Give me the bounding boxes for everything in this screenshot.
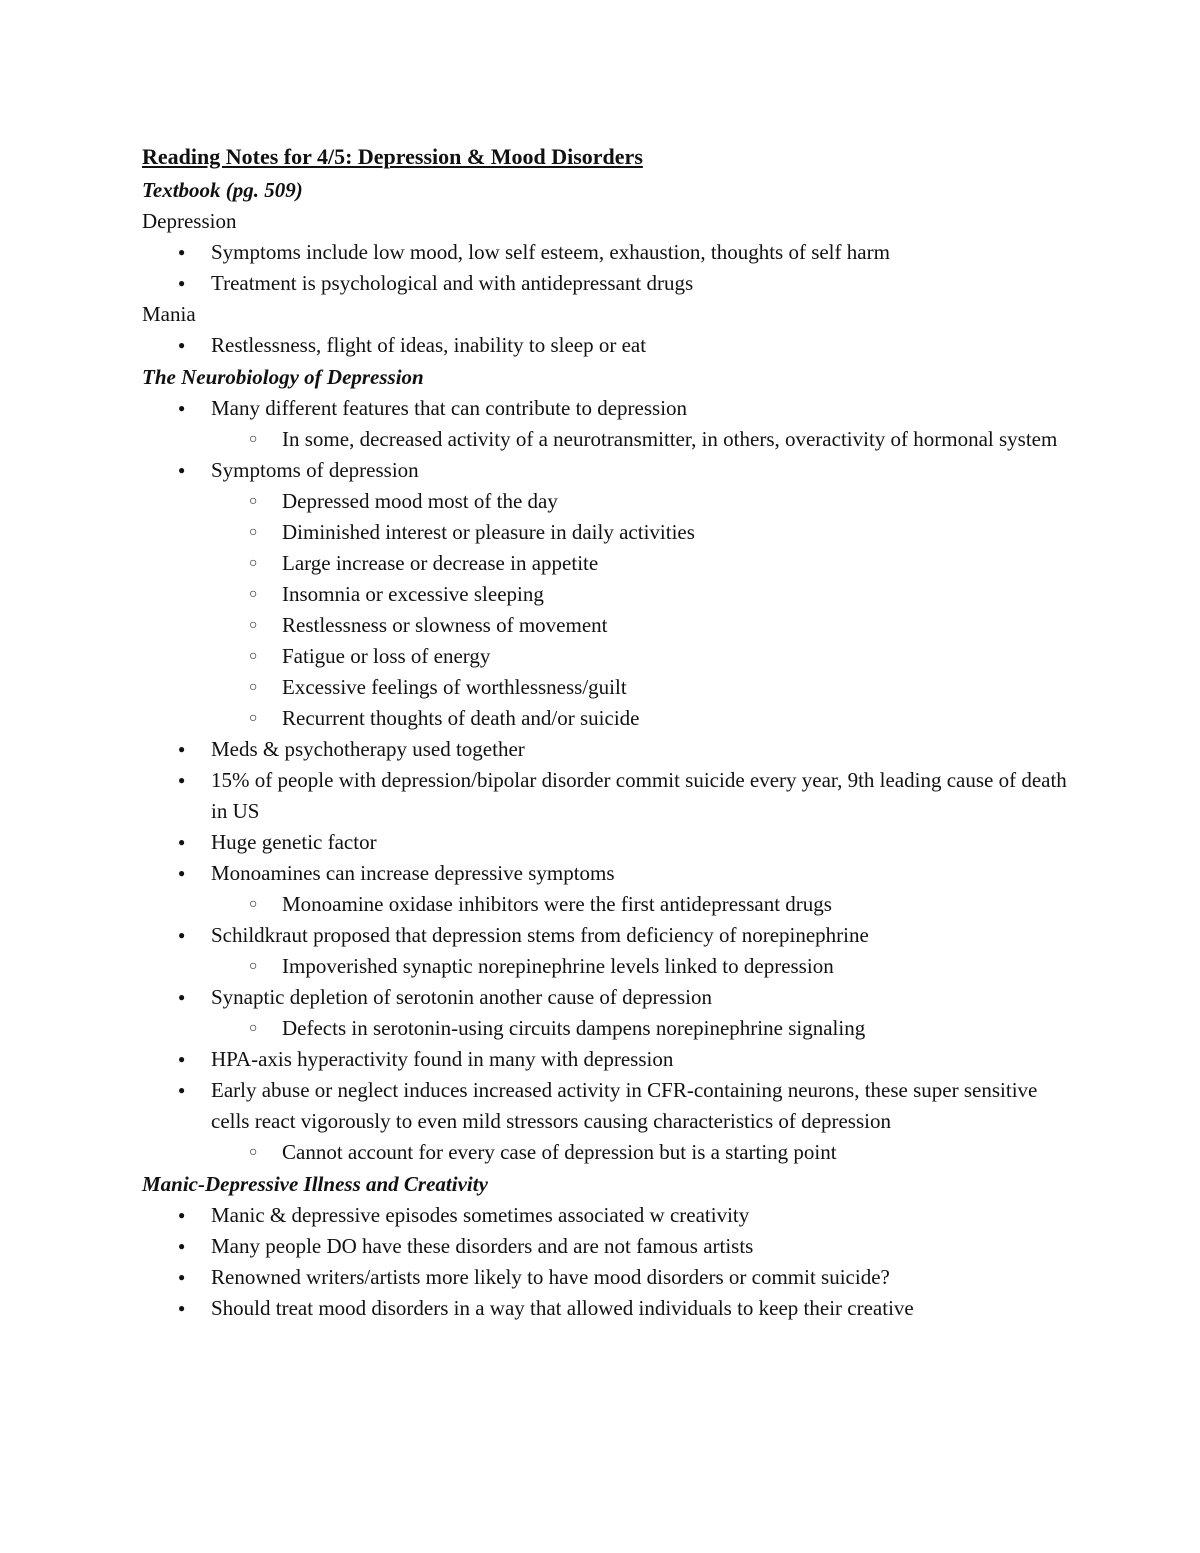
page-title: Reading Notes for 4/5: Depression & Mood Disorders <box>142 144 643 169</box>
sub-list-item: ○ Impoverished synaptic norepinephrine levels linked to depression <box>142 951 1072 982</box>
list-item: ● Restlessness, flight of ideas, inability to sleep or eat <box>142 330 1072 361</box>
list-item: ● Treatment is psychological and with antidepressant drugs <box>142 268 1072 299</box>
sub-list-item: ○ Defects in serotonin-using circuits dampens norepinephrine signaling <box>142 1013 1072 1044</box>
sub-list <box>142 951 1072 982</box>
sub-list-item: ○ Cannot account for every case of depression but is a starting point <box>142 1137 1072 1168</box>
sub-list <box>142 424 1072 455</box>
sub-list-item: ○ Insomnia or excessive sleeping <box>142 579 1072 610</box>
section-heading-neurobiology: The Neurobiology of Depression <box>142 365 424 389</box>
list-item: ● Manic & depressive episodes sometimes associated w creativity <box>142 1200 1072 1231</box>
list-item-text: Early abuse or neglect induces increased activity in CFR-containing neurons, these super sensitive cells react vigorously to even mild stressors causing characteristics of depression <box>211 1078 1038 1133</box>
list-item-text: Monoamines can increase depressive symptoms <box>211 861 615 885</box>
label-depression: Depression <box>142 209 237 233</box>
sub-list-item: ○ Fatigue or loss of energy <box>142 641 1072 672</box>
sub-list-item: ○ Recurrent thoughts of death and/or suicide <box>142 703 1072 734</box>
label-mania: Mania <box>142 302 196 326</box>
creativity-list <box>142 1200 1072 1324</box>
sub-list-item: ○ Large increase or decrease in appetite <box>142 548 1072 579</box>
list-item: ● Many people DO have these disorders and are not famous artists <box>142 1231 1072 1262</box>
sub-list-item: ○ Excessive feelings of worthlessness/guilt <box>142 672 1072 703</box>
list-item-text: Schildkraut proposed that depression stems from deficiency of norepinephrine <box>211 923 869 947</box>
sub-list <box>142 1013 1072 1044</box>
list-item <box>142 920 1072 982</box>
sub-list-item: ○ Restlessness or slowness of movement <box>142 610 1072 641</box>
depression-list <box>142 237 1072 299</box>
sub-list-item: ○ In some, decreased activity of a neurotransmitter, in others, overactivity of hormonal system <box>142 424 1072 455</box>
list-item-text: Many different features that can contribute to depression <box>211 396 688 420</box>
list-item-text: Synaptic depletion of serotonin another cause of depression <box>211 985 712 1009</box>
sub-list <box>142 486 1072 734</box>
list-item: ● Meds & psychotherapy used together <box>142 734 1072 765</box>
sub-list-item: ○ Diminished interest or pleasure in daily activities <box>142 517 1072 548</box>
sub-list-item: ○ Monoamine oxidase inhibitors were the first antidepressant drugs <box>142 889 1072 920</box>
neurobiology-list <box>142 393 1072 1168</box>
document-page <box>142 140 1072 1324</box>
list-item: ● 15% of people with depression/bipolar disorder commit suicide every year, 9th leading cause of death in US <box>142 765 1072 827</box>
sub-list-item: ○ Depressed mood most of the day <box>142 486 1072 517</box>
list-item: ● Huge genetic factor <box>142 827 1072 858</box>
list-item: ● Renowned writers/artists more likely to have mood disorders or commit suicide? <box>142 1262 1072 1293</box>
list-item <box>142 455 1072 734</box>
section-heading-creativity: Manic-Depressive Illness and Creativity <box>142 1172 488 1196</box>
section-heading-textbook: Textbook (pg. 509) <box>142 178 303 202</box>
sub-list <box>142 1137 1072 1168</box>
list-item <box>142 982 1072 1044</box>
list-item <box>142 1075 1072 1168</box>
list-item: ● Symptoms include low mood, low self esteem, exhaustion, thoughts of self harm <box>142 237 1072 268</box>
list-item <box>142 858 1072 920</box>
list-item <box>142 393 1072 455</box>
list-item-text: Symptoms of depression <box>211 458 419 482</box>
mania-list <box>142 330 1072 361</box>
sub-list <box>142 889 1072 920</box>
list-item: ● Should treat mood disorders in a way that allowed individuals to keep their creative <box>142 1293 1072 1324</box>
list-item: ● HPA-axis hyperactivity found in many with depression <box>142 1044 1072 1075</box>
